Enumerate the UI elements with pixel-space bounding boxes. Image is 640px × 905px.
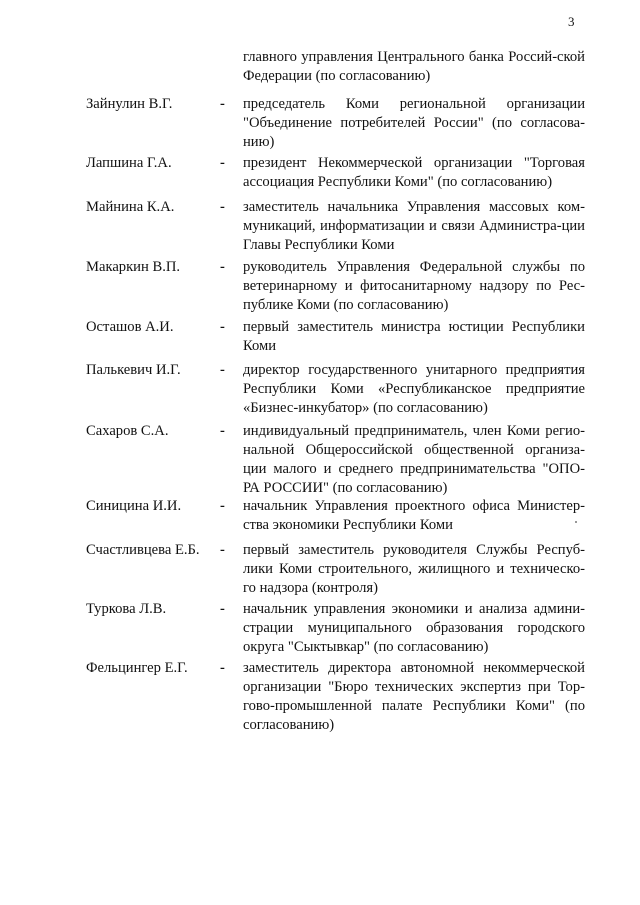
dash-separator: -	[220, 155, 225, 171]
dash-separator: -	[220, 96, 225, 112]
member-name: Осташов А.И.	[86, 319, 174, 335]
dash-separator: -	[220, 660, 225, 676]
member-position: директор государственного унитарного предприятия Республики Коми «Республиканское предприятие «Бизнес-инкубатор» (по согласованию)	[243, 362, 585, 416]
member-position: заместитель начальника Управления массовых ком-муникаций, информатизации и связи Администра-ции Главы Республики Коми	[243, 199, 585, 253]
dash-separator: -	[220, 259, 225, 275]
member-name: Синицина И.И.	[86, 498, 182, 514]
member-position: первый заместитель министра юстиции Республики Коми	[243, 319, 585, 354]
member-position: заместитель директора автономной некоммерческой организации "Бюро технических экспертиз при Тор-гово-промышленной палате Республики Коми" (по согласованию)	[243, 660, 585, 733]
member-position: руководитель Управления Федеральной службы по ветеринарному и фитосанитарному надзору по Рес-публике Коми (по согласованию)	[243, 259, 585, 313]
scan-speck	[575, 521, 577, 523]
dash-separator: -	[220, 199, 225, 215]
member-name: Зайнулин В.Г.	[86, 96, 173, 112]
member-position: начальник управления экономики и анализа админи-страции муниципального образования городского округа "Сыктывкар" (по согласованию)	[243, 601, 585, 655]
dash-separator: -	[220, 601, 225, 617]
member-position: начальник Управления проектного офиса Министер-ства экономики Республики Коми	[243, 498, 585, 533]
continuation-text: главного управления Центрального банка Россий-ской Федерации (по согласованию)	[243, 49, 585, 84]
member-name: Сахаров С.А.	[86, 423, 169, 439]
dash-separator: -	[220, 542, 225, 558]
member-name: Макаркин В.П.	[86, 259, 181, 275]
member-position: президент Некоммерческой организации "Торговая ассоциация Республики Коми" (по согласованию)	[243, 155, 585, 190]
member-name: Лапшина Г.А.	[86, 155, 172, 171]
dash-separator: -	[220, 498, 225, 514]
member-position: первый заместитель руководителя Службы Респуб-лики Коми строительного, жилищного и техническо-го надзора (контроля)	[243, 542, 585, 596]
member-name: Счастливцева Е.Б.	[86, 542, 200, 558]
dash-separator: -	[220, 362, 225, 378]
member-position: председатель Коми региональной организации "Объединение потребителей России" (по согласова-нию)	[243, 96, 585, 150]
member-name: Фельцингер Е.Г.	[86, 660, 188, 676]
dash-separator: -	[220, 319, 225, 335]
member-name: Майнина К.А.	[86, 199, 175, 215]
member-name: Палькевич И.Г.	[86, 362, 181, 378]
member-name: Туркова Л.В.	[86, 601, 167, 617]
dash-separator: -	[220, 423, 225, 439]
member-position: индивидуальный предприниматель, член Коми регио-нальной Общероссийской общественной организа-ции малого и среднего предпринимательства "ОПО-РА РОССИИ" (по согласованию)	[243, 423, 585, 496]
page-number: 3	[568, 14, 575, 29]
